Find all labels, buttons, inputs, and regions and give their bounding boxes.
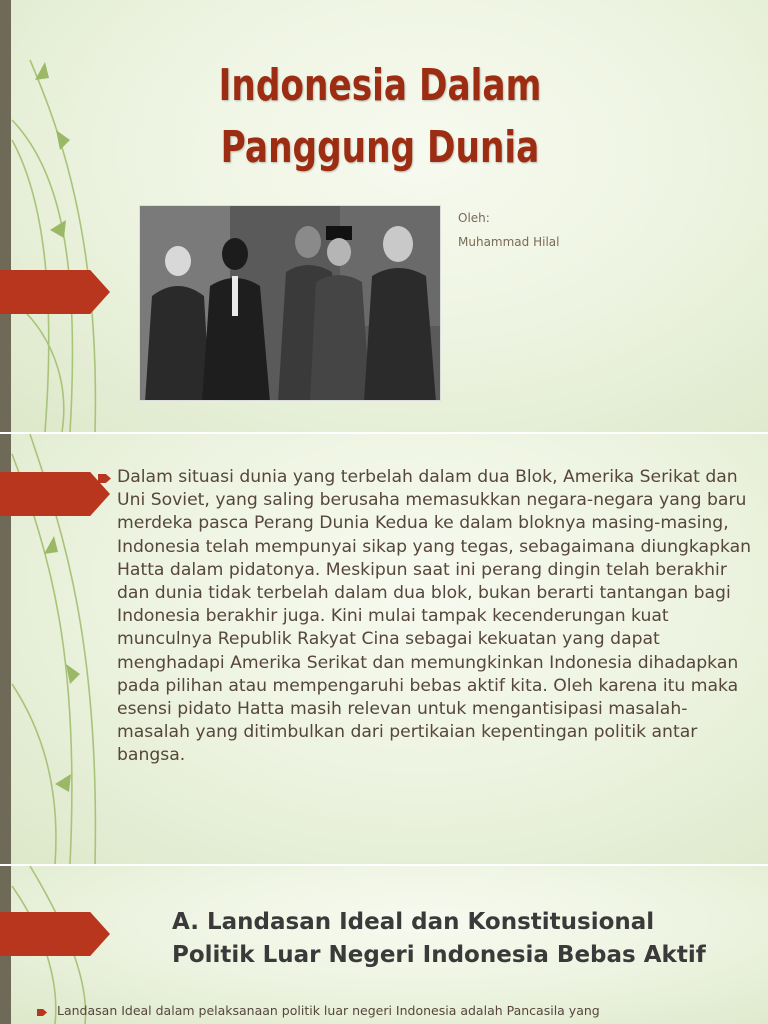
body-paragraph: Dalam situasi dunia yang terbelah dalam dua Blok, Amerika Serikat dan Uni Soviet, yang saling berusaha memasukkan negara-negara yang baru merdeka pasca Perang Dunia Kedua ke dalam bloknya masing-masing, Indonesia telah mempunyai sikap yang tegas, sebagaimana diungkapkan Hatta dalam pidatonya. Meskipun saat ini perang dingin telah berakhir dan dunia tidak terbelah dalam dua blok, bukan berarti tantangan bagi Indonesia berakhir juga. Kini mulai tampak kecenderungan kuat munculnya Republik Rakyat Cina sebagai kekuatan yang dapat menghadapi Amerika Serikat dan memungkinkan Indonesia dihadapkan pada pilihan atau mempengaruhi bebas aktif kita. Oleh karena itu maka esensi pidato Hatta masih relevan untuk mengantisipasi masalah-masalah yang ditimbulkan dari pertikaian kepentingan politik antar bangsa.: [117, 467, 752, 766]
group-photo-icon: [140, 206, 441, 401]
vine-decoration-icon: [0, 0, 140, 432]
content-slide: [0, 434, 768, 864]
section-heading: A. Landasan Ideal dan Konstitusional Politik Luar Negeri Indonesia Bebas Aktif: [172, 909, 706, 968]
author-name: Muhammad Hilal: [458, 235, 560, 249]
byline-label: Oleh:: [458, 211, 490, 225]
arrow-tab-marker: [0, 472, 110, 516]
historical-group-photo: [139, 205, 441, 401]
arrow-tab-marker: [0, 912, 110, 956]
body-paragraph: Landasan Ideal dalam pelaksanaan politik luar negeri Indonesia adalah Pancasila yang: [57, 1003, 600, 1018]
byline: [458, 206, 559, 254]
section-slide: [0, 866, 768, 1024]
slide-title: Indonesia Dalam Panggung Dunia: [218, 60, 542, 173]
title-slide: [0, 0, 768, 432]
arrow-tab-marker: [0, 270, 110, 314]
